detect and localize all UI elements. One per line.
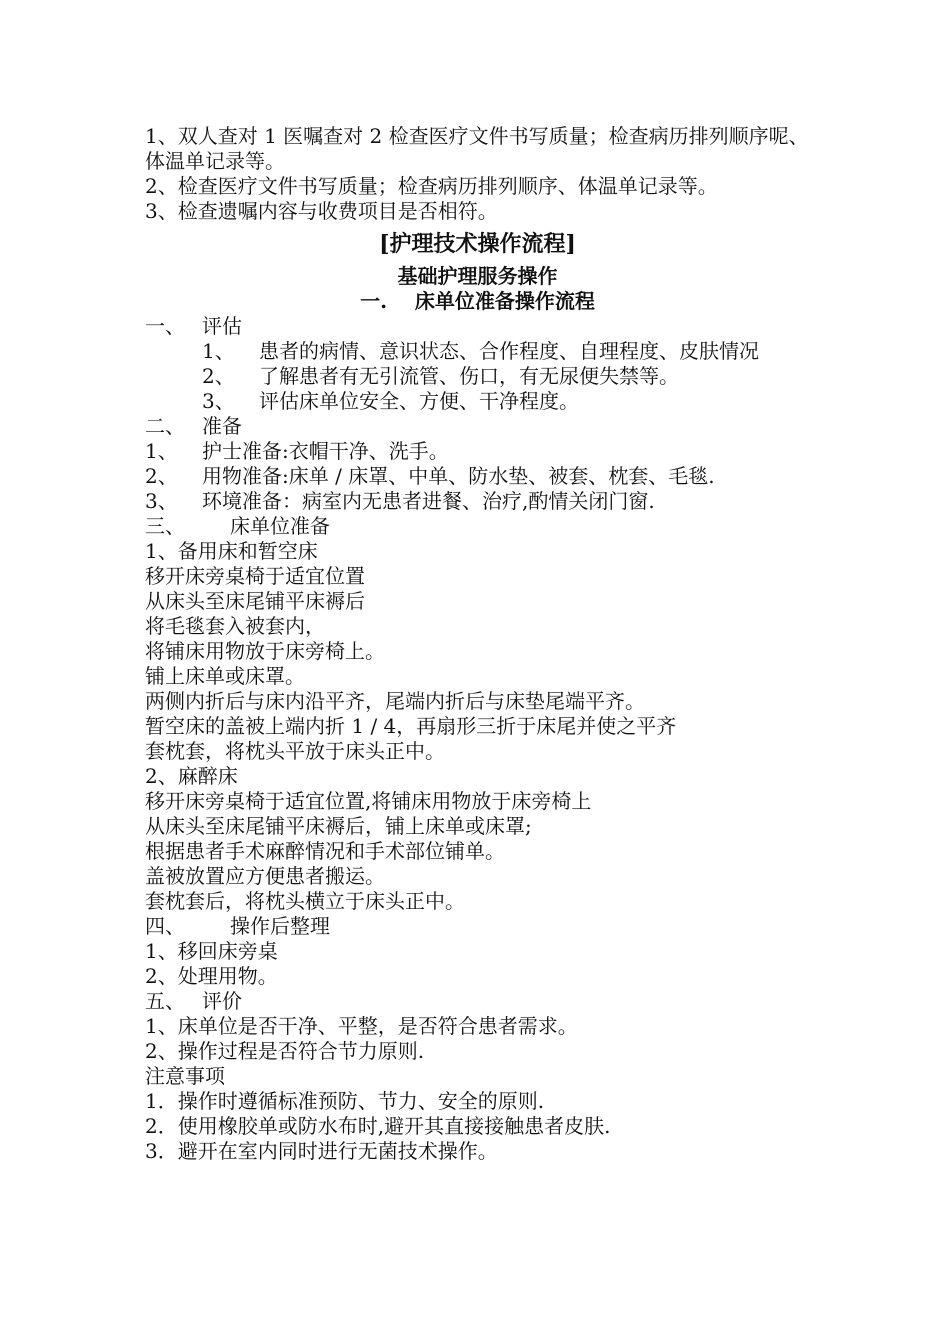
prep-item xyxy=(145,464,810,489)
prep-item xyxy=(145,439,810,464)
intro-line-2: 2、检查医疗文件书写质量；检查病历排列顺序、体温单记录等。 xyxy=(145,174,718,198)
heading-number: 一、 xyxy=(145,314,185,338)
assess-item xyxy=(145,389,810,414)
bed-line: 铺上床单或床罩。 xyxy=(145,664,305,688)
intro-line-1: 1、双人查对 1 医嘱查对 2 检查医疗文件书写质量；检查病历排列顺序呢、体温单记录等。 xyxy=(145,124,809,173)
bed-line: 两侧内折后与床内沿平齐，尾端内折后与床垫尾端平齐。 xyxy=(145,689,645,713)
bed-line: 从床头至床尾铺平床褥后 xyxy=(145,589,365,613)
item-number: 3、 xyxy=(145,489,178,513)
heading-evaluation xyxy=(145,989,810,1014)
subtitle: 基础护理服务操作 xyxy=(397,264,558,288)
item-text: 患者的病情、意识状态、合作程度、自理程度、皮肤情况 xyxy=(259,339,759,363)
heading-text: 准备 xyxy=(202,414,242,438)
heading-number: 四、 xyxy=(145,914,185,938)
bed-line: 从床头至床尾铺平床褥后，铺上床单或床罩; xyxy=(145,814,532,838)
intro-line-3: 3、检查遗嘱内容与收费项目是否相符。 xyxy=(145,199,498,223)
after-line: 1、移回床旁桌 xyxy=(145,939,278,963)
bed-line: 移开床旁桌椅于适宜位置,将铺床用物放于床旁椅上 xyxy=(145,789,592,813)
heading-text: 评价 xyxy=(202,989,242,1013)
item-text: 用物准备:床单 / 床罩、中单、防水垫、被套、枕套、毛毯. xyxy=(202,464,715,488)
main-title: [护理技术操作流程] xyxy=(379,231,576,257)
eval-line: 1、床单位是否干净、平整，是否符合患者需求。 xyxy=(145,1014,578,1038)
assess-item xyxy=(145,339,810,364)
item-number: 1、 xyxy=(202,339,235,363)
item-number: 2、 xyxy=(202,364,235,388)
bed-line: 盖被放置应方便患者搬运。 xyxy=(145,864,385,888)
heading-text: 床单位准备 xyxy=(230,514,330,538)
section-title: 一. 床单位准备操作流程 xyxy=(360,289,595,313)
bed-line: 套枕套后，将枕头横立于床头正中。 xyxy=(145,889,465,913)
after-line: 2、处理用物。 xyxy=(145,964,278,988)
assess-item xyxy=(145,364,810,389)
heading-bed-preparation xyxy=(145,514,810,539)
heading-text: 评估 xyxy=(202,314,242,338)
bed-line: 根据患者手术麻醉情况和手术部位铺单。 xyxy=(145,839,505,863)
item-text: 了解患者有无引流管、伤口，有无尿便失禁等。 xyxy=(259,364,679,388)
bed-line: 1、备用床和暂空床 xyxy=(145,539,318,563)
bed-line: 2、麻醉床 xyxy=(145,764,238,788)
document-body xyxy=(145,124,810,1164)
notes-title: 注意事项 xyxy=(145,1064,225,1088)
heading-text: 操作后整理 xyxy=(230,914,330,938)
note-line: 3．避开在室内同时进行无菌技术操作。 xyxy=(145,1139,498,1163)
bed-line: 将铺床用物放于床旁椅上。 xyxy=(145,639,385,663)
item-text: 环境准备：病室内无患者进餐、治疗,酌情关闭门窗. xyxy=(202,489,655,513)
bed-line: 移开床旁桌椅于适宜位置 xyxy=(145,564,365,588)
bed-line: 暂空床的盖被上端内折 1 / 4，再扇形三折于床尾并使之平齐 xyxy=(145,714,677,738)
bed-line: 套枕套，将枕头平放于床头正中。 xyxy=(145,739,445,763)
heading-assessment xyxy=(145,314,810,339)
item-number: 1、 xyxy=(145,439,178,463)
heading-after-operation xyxy=(145,914,810,939)
note-line: 2．使用橡胶单或防水布时,避开其直接接触患者皮肤. xyxy=(145,1114,611,1138)
prep-item xyxy=(145,489,810,514)
item-number: 3、 xyxy=(202,389,235,413)
bed-line: 将毛毯套入被套内， xyxy=(145,614,325,638)
heading-number: 二、 xyxy=(145,414,185,438)
item-number: 2、 xyxy=(145,464,178,488)
note-line: 1．操作时遵循标准预防、节力、安全的原则. xyxy=(145,1089,545,1113)
heading-number: 三、 xyxy=(145,514,185,538)
item-text: 护士准备:衣帽干净、洗手。 xyxy=(202,439,449,463)
eval-line: 2、操作过程是否符合节力原则. xyxy=(145,1039,425,1063)
heading-number: 五、 xyxy=(145,989,185,1013)
heading-preparation xyxy=(145,414,810,439)
item-text: 评估床单位安全、方便、干净程度。 xyxy=(259,389,579,413)
